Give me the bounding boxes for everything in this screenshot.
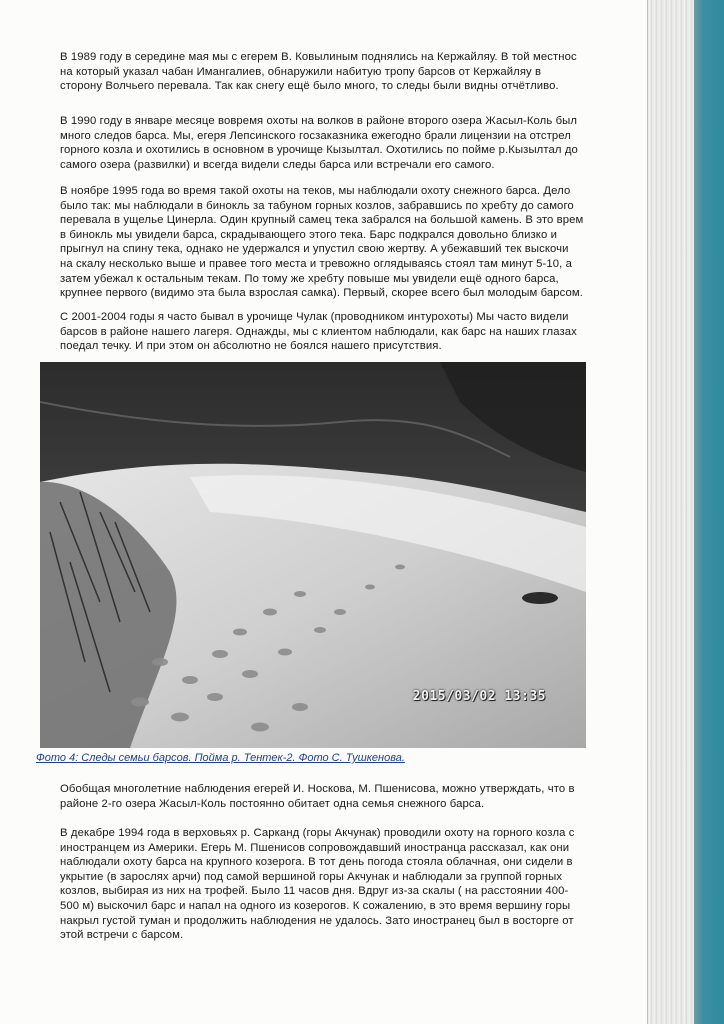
text-line: Обобщая многолетние наблюдения егерей И. Носкова, М. Пшенисова, можно утверждать, что в bbox=[60, 783, 575, 795]
text-line: В ноябре 1995 года во время такой охоты на теков, мы наблюдали охоту снежного барса. Дело bbox=[60, 185, 571, 197]
text-line: перевала в ущелье Цинерла. Один крупный самец тека забрался на большой камень. В это врем bbox=[60, 214, 584, 227]
snow-tracks-photo bbox=[40, 362, 586, 748]
text-line: прыгнул на спину тека, однако не удержался и упустил свою жертву. А убежавший тек выскочи bbox=[60, 243, 569, 256]
text-line: 500 м) выскочил барс и напал на одного из козерогов. К сожалению, в это время вершину горы bbox=[60, 899, 571, 912]
photo-timestamp: 2015/03/02 13:35 bbox=[412, 689, 546, 704]
text-line: на который указал чабан Имангалиев, обнаружили набитую тропу барсов от Кержайляу в bbox=[60, 65, 542, 78]
text-line: этой встречи с барсом. bbox=[60, 929, 184, 942]
text-line: В 1990 году в январе месяце вовремя охоты на волков в районе второго озера Жасыл-Коль был bbox=[60, 115, 578, 127]
text-line: барсов в районе нашего лагеря. Однажды, мы с клиентом наблюдали, как барс на наших глазах bbox=[60, 325, 577, 338]
text-line: сторону Волчьего перевала. Так как снегу ещё было много, то следы были видны отчётливо. bbox=[60, 80, 559, 93]
text-line: поедал течку. И при этом он абсолютно не боялся нашего присутствия. bbox=[60, 340, 442, 353]
text-line: горного козла и охотились в основном в урочище Кызылтал. Охотились по пойме р.Кызылтал до bbox=[60, 144, 578, 157]
photo-caption: Фото 4: Следы семьи барсов. Пойма р. Тентек-2. Фото С. Тушкенова. bbox=[36, 752, 405, 764]
text-line: иностранцем из Америки. Егерь М. Пшенисов сопровождавший иностранца рассказал, как они bbox=[60, 841, 570, 854]
text-line: было так: мы наблюдали в бинокль за табуном горных козлов, забравшись по хребту до самого bbox=[60, 199, 574, 212]
text-line: наблюдали охоту барса на крупного козерога. В тот день погода стояла облачная, они сидели в bbox=[60, 856, 573, 869]
text-line: районе 2-го озера Жасыл-Коль постоянно обитает одна семья снежного барса. bbox=[60, 797, 485, 810]
scanner-edge bbox=[694, 0, 724, 1024]
text-line: много следов барса. Мы, егеря Лепсинского госзаказника ежегодно брали лицензии на отстрел bbox=[60, 129, 571, 142]
text-line: крупнее первого (видимо эта была взрослая самка). Первый, скорее всего был молодым барсом. bbox=[60, 287, 584, 300]
text-line: накрыл густой туман и продолжить наблюдения не удалось. Зато иностранец был в восторге от bbox=[60, 914, 574, 927]
paragraph-1990 bbox=[60, 114, 620, 172]
paragraph-1989 bbox=[60, 50, 620, 94]
text-line: С 2001-2004 годы я часто бывал в урочище Чулак (проводником интурохоты) Мы часто видели bbox=[60, 311, 569, 323]
text-line: укрытие (в зарослях арчи) под самой вершиной горы Акчунак и наблюдали за группой горных bbox=[60, 870, 563, 883]
text-line: на скалу несколько выше и правее того места и тревожно оглядываясь стоял там минут 5-10, а bbox=[60, 257, 572, 270]
text-line: В декабре 1994 года в верховьях р. Сарканд (горы Акчунак) проводили охоту на горного козла с bbox=[60, 827, 575, 839]
book-page-edges bbox=[647, 0, 694, 1024]
paragraph-1994 bbox=[60, 826, 620, 943]
text-line: В 1989 году в середине мая мы с егерем В. Ковылиным поднялись на Кержайляу. В той местнос bbox=[60, 51, 577, 63]
text-line: козлов, выбирая из них на трофей. Было 11 часов дня. Вдруг из-за скалы ( на расстоянии 400- bbox=[60, 885, 569, 898]
text-line: в бинокль мы увидели барса, скрадывающего этого тека. Барс подкрался довольно близко и bbox=[60, 228, 557, 241]
paragraph-2001-2004 bbox=[60, 310, 620, 354]
text-line: затем убежал к остальным текам. По тому же хребту повыше мы увидели ещё одного барса, bbox=[60, 272, 559, 285]
paragraph-1995 bbox=[60, 184, 620, 301]
text-line: самого озера (развилки) и всегда видели следы барса или встречали его самого. bbox=[60, 158, 495, 171]
paragraph-summary bbox=[60, 782, 620, 811]
